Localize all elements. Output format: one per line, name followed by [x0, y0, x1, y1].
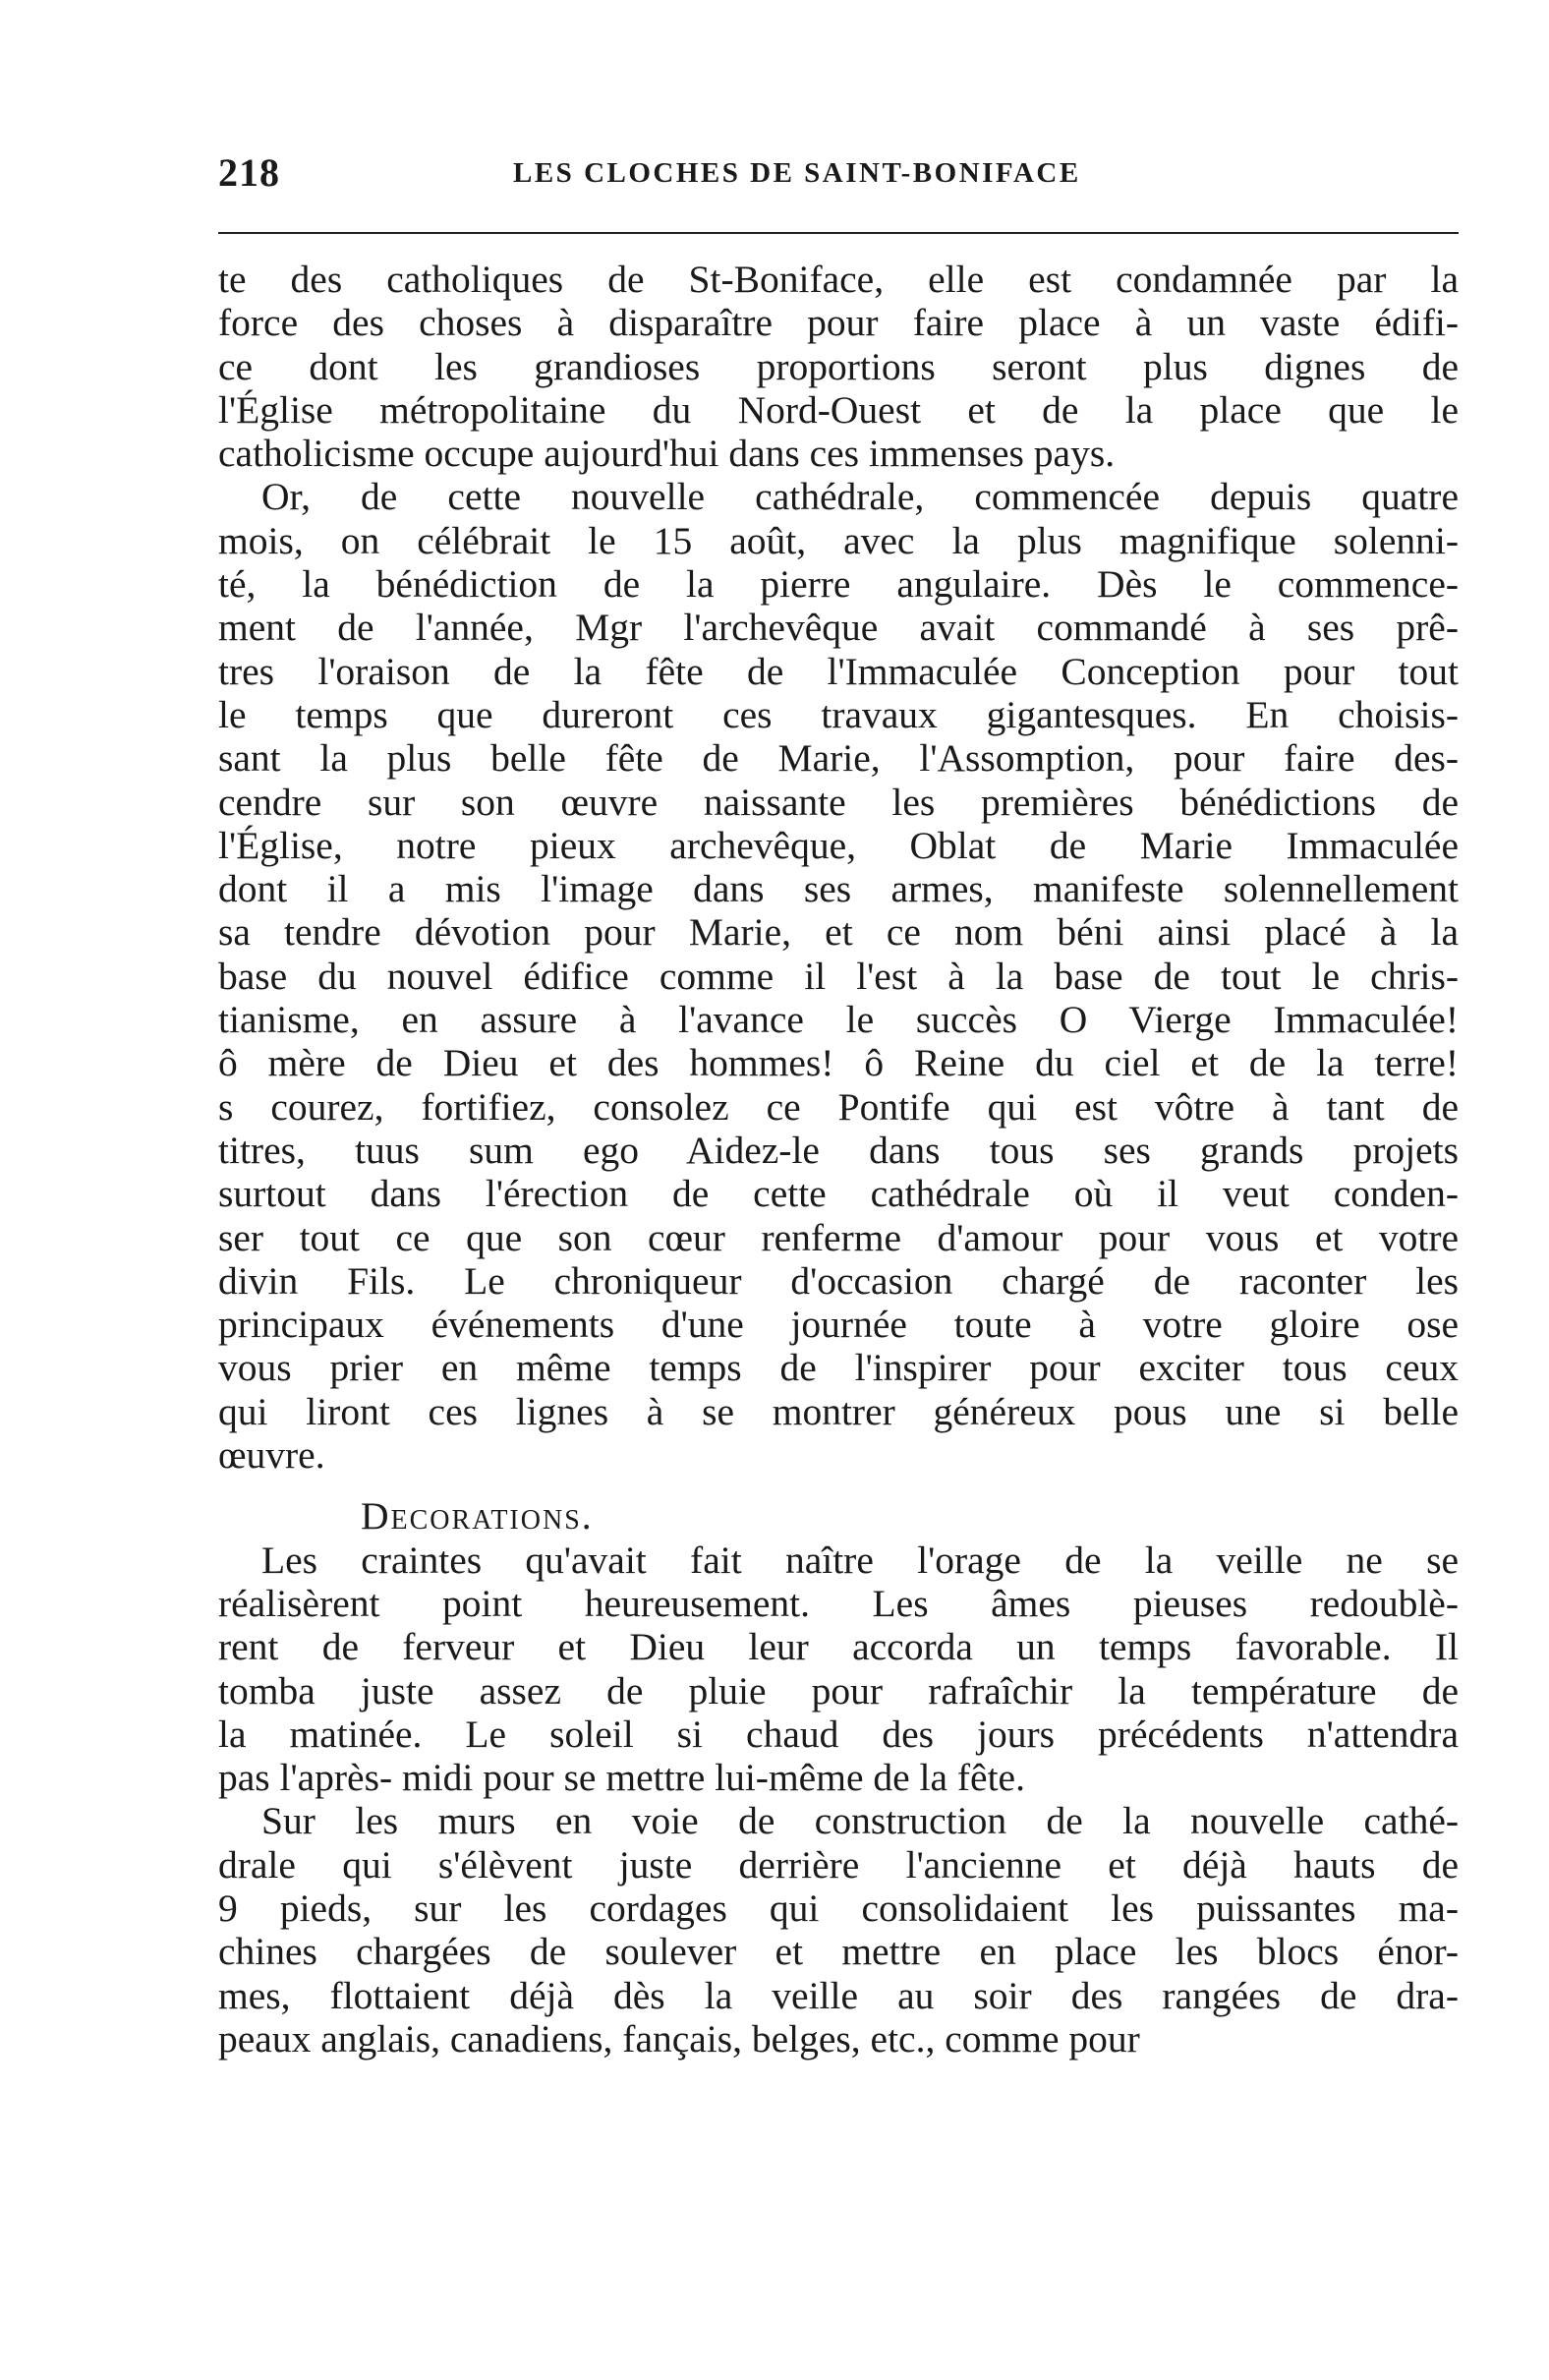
text-line: Les craintes qu'avait fait naître l'orage de la veille ne se — [261, 1538, 1459, 1582]
text-line: ce dont les grandioses proportions seront plus dignes de — [218, 344, 1459, 388]
page-header — [218, 149, 1459, 199]
text-line: force des choses à disparaître pour faire place à un vaste édifi- — [218, 301, 1459, 345]
text-line: té, la bénédiction de la pierre angulaire. Dès le commence- — [218, 562, 1459, 607]
paragraph — [218, 1538, 1459, 1800]
paragraph — [218, 1799, 1459, 2061]
text-line: surtout dans l'érection de cette cathédrale où il veut conden- — [218, 1172, 1459, 1216]
text-line: pas l'après- midi pour se mettre lui-même de la fête. — [218, 1756, 1025, 1800]
text-line: l'Église métropolitaine du Nord-Ouest et de la place que le — [218, 387, 1459, 432]
text-line: tomba juste assez de pluie pour rafraîchir la température de — [218, 1668, 1459, 1712]
text-line: ô mère de Dieu et des hommes! ô Reine du ciel et de la terre! — [218, 1041, 1459, 1085]
body-text — [218, 258, 1459, 2061]
text-line: dont il a mis l'image dans ses armes, manifeste solennellement — [218, 867, 1459, 911]
text-line: Or, de cette nouvelle cathédrale, commencée depuis quatre — [261, 475, 1459, 519]
text-line: tianisme, en assure à l'avance le succès O Vierge Immaculée! — [218, 998, 1459, 1042]
header-rule — [218, 232, 1459, 234]
text-line: te des catholiques de St-Boniface, elle est condamnée par la — [218, 258, 1459, 301]
text-line: ser tout ce que son cœur renferme d'amour pour vous et votre — [218, 1215, 1459, 1259]
text-line: ment de l'année, Mgr l'archevêque avait commandé à ses prê- — [218, 606, 1459, 650]
text-line: Sur les murs en voie de construction de la nouvelle cathé- — [261, 1799, 1459, 1843]
text-line: principaux événements d'une journée toute à votre gloire ose — [218, 1303, 1459, 1347]
text-line: chines chargées de soulever et mettre en place les blocs énor- — [218, 1930, 1459, 1974]
text-line: qui liront ces lignes à se montrer généreux pous une si belle — [218, 1389, 1459, 1433]
text-line: sant la plus belle fête de Marie, l'Assomption, pour faire des- — [218, 736, 1459, 781]
text-line: vous prier en même temps de l'inspirer pour exciter tous ceux — [218, 1346, 1459, 1390]
text-line: 9 pieds, sur les cordages qui consolidaient les puissantes ma- — [218, 1886, 1459, 1930]
text-line: sa tendre dévotion pour Marie, et ce nom béni ainsi placé à la — [218, 910, 1459, 955]
text-line: titres, tuus sum ego Aidez-le dans tous ses grands projets — [218, 1128, 1459, 1172]
text-line: œuvre. — [218, 1433, 325, 1478]
page-number: 218 — [218, 150, 280, 195]
running-title: LES CLOCHES DE SAINT-BONIFACE — [513, 157, 1081, 189]
text-line: mois, on célébrait le 15 août, avec la plus magnifique solenni- — [218, 518, 1459, 562]
text-line: drale qui s'élèvent juste derrière l'ancienne et déjà hauts de — [218, 1842, 1459, 1887]
text-line: peaux anglais, canadiens, fançais, belges, etc., comme pour — [218, 2016, 1140, 2061]
text-line: le temps que dureront ces travaux gigantesques. En choisis- — [218, 692, 1459, 736]
text-line: la matinée. Le soleil si chaud des jours précédents n'attendra — [218, 1712, 1459, 1756]
paragraph — [218, 475, 1459, 1477]
paragraph — [218, 258, 1459, 475]
section-heading: Decorations. — [361, 1494, 594, 1538]
text-line: réalisèrent point heureusement. Les âmes pieuses redoublè- — [218, 1581, 1459, 1625]
text-line: catholicisme occupe aujourd'hui dans ces immenses pays. — [218, 432, 1116, 476]
text-line: tres l'oraison de la fête de l'Immaculée Conception pour tout — [218, 649, 1459, 693]
text-line: rent de ferveur et Dieu leur accorda un temps favorable. Il — [218, 1625, 1459, 1669]
text-line: cendre sur son œuvre naissante les premières bénédictions de — [218, 780, 1459, 824]
text-line: base du nouvel édifice comme il l'est à la base de tout le chris- — [218, 954, 1459, 998]
text-line: divin Fils. Le chroniqueur d'occasion chargé de raconter les — [218, 1258, 1459, 1303]
text-line: mes, flottaient déjà dès la veille au soir des rangées de dra- — [218, 1973, 1459, 2017]
text-line: l'Église, notre pieux archevêque, Oblat de Marie Immaculée — [218, 823, 1459, 867]
text-line: s courez, fortifiez, consolez ce Pontife qui est vôtre à tant de — [218, 1084, 1459, 1129]
